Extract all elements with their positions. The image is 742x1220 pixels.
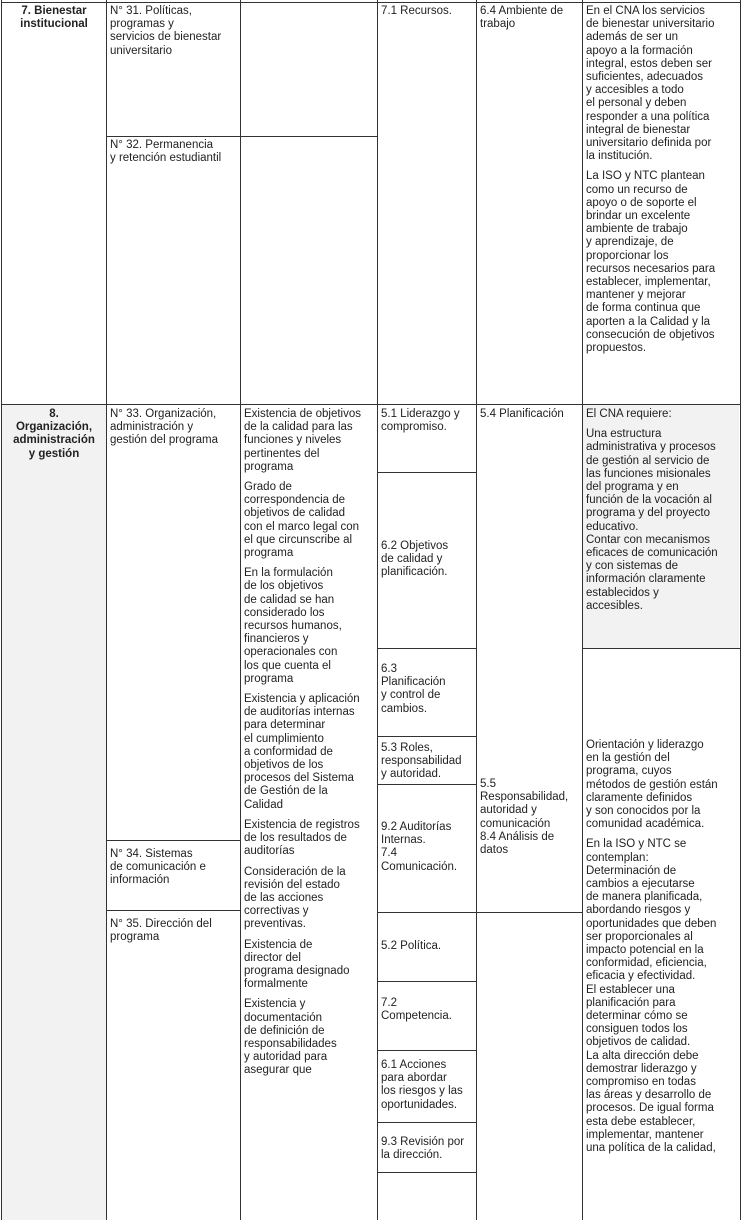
indicator-8: Existencia y documentación de definición de responsabilidades y autoridad para asegurar que: [244, 998, 337, 1077]
iso-7-2: [378, 996, 476, 1030]
aspect-32: [107, 138, 240, 198]
analysis-8b-iso: En la ISO y NTC se contemplan: Determinación de cambios a ejecutarse de manera planificada, abordando riesgos y oportunidades que deben ser proporcionales al impacto potencial en la conformidad, eficiencia, eficacia y efectividad. El establecer una planificación para determinar cómo se consiguen todos los objetivos de calidad. La alta dirección debe demostrar liderazgo y compromiso en todas las áreas y desarrollo de procesos. De igual forma esta debe establecer, implementar, mantener una política de la calidad,: [586, 838, 717, 1155]
indicator-3: En la formulación de los objetivos de calidad se han considerado los recursos humanos, financieros y operacionales con los que cuenta el programa: [244, 567, 342, 685]
grid-h-iso-e: [377, 912, 583, 913]
border-left: [1, 0, 2, 1220]
criterion-7-label: 7. Bienestar institucional: [20, 5, 88, 31]
ntc-6-4: [477, 4, 582, 44]
criterion-8-label: 8. Organización, administración y gestión: [13, 408, 95, 460]
aspect-31-label: N° 31. Políticas, programas y servicios de bienestar universitario: [110, 5, 222, 57]
grid-v4: [476, 0, 477, 1220]
grid-h-iso-a: [377, 472, 477, 473]
grid-top: [1, 2, 741, 3]
grid-h-iso-b: [377, 648, 477, 649]
analysis-8b: [583, 738, 739, 1220]
grid-v2: [240, 0, 241, 1220]
iso-9-3: [378, 1135, 476, 1167]
indicators-column: [241, 407, 377, 1220]
grid-h-34: [106, 840, 241, 841]
grid-v1: [106, 0, 107, 1220]
iso-7-1-label: 7.1 Recursos.: [381, 5, 452, 17]
aspect-35-label: N° 35. Dirección del programa: [110, 918, 212, 944]
iso-5-1: [378, 407, 476, 447]
ntc-6-4-label: 6.4 Ambiente de trabajo: [480, 5, 564, 31]
criterion-8-bg: [2, 405, 106, 1220]
iso-6-3: [378, 662, 476, 722]
aspect-34: [107, 847, 240, 897]
iso-6-1: [378, 1058, 476, 1116]
indicator-1: Existencia de objetivos de la calidad para las funciones y niveles pertinentes del programa: [244, 408, 361, 473]
grid-h-35: [106, 910, 241, 911]
grid-h-iso-i: [377, 1172, 477, 1173]
iso-9-2-label: 9.2 Auditorías Internas. 7.4 Comunicación.: [381, 821, 458, 873]
aspect-35: [107, 917, 240, 957]
grid-h-31: [106, 136, 377, 137]
grid-h-iso-h: [377, 1122, 477, 1123]
iso-9-2: [378, 820, 476, 880]
analysis-8a: [583, 407, 739, 647]
iso-5-2: [378, 939, 476, 959]
iso-9-3-label: 9.3 Revisión por la dirección.: [381, 1136, 465, 1162]
grid-h-iso-d: [377, 784, 477, 785]
grid-h-an: [582, 648, 741, 649]
criterion-7: [2, 4, 106, 64]
indicator-4: Existencia y aplicación de auditorías internas para determinar el cumplimiento a conformidad de objetivos de los procesos del Sistema de Gestión de la Calidad: [244, 693, 360, 811]
aspect-32-label: N° 32. Permanencia y retención estudiantil: [110, 139, 222, 165]
analysis-8a-body: Una estructura administrativa y procesos de gestión al servicio de las funciones misionales del programa y en función de la vocación al programa y del proyecto educativo. Contar con mecanismos eficaces de comunicación y con sistemas de información claramente establecidos y accesibles.: [586, 428, 718, 612]
iso-6-1-label: 6.1 Acciones para abordar los riesgos y las oportunidades.: [381, 1059, 463, 1111]
grid-h-section: [1, 404, 741, 405]
grid-h-iso-c: [377, 736, 477, 737]
grid-h-iso-g: [377, 1050, 477, 1051]
iso-6-2-label: 6.2 Objetivos de calidad y planificación.: [381, 540, 449, 579]
ntc-5-4-label: 5.4 Planificación: [480, 408, 564, 420]
criterion-8: [2, 407, 106, 477]
iso-5-3: [378, 741, 476, 785]
grid-v5: [582, 0, 583, 1220]
analysis-8b-leadership: Orientación y liderazgo en la gestión del programa, cuyos métodos de gestión están claramente definidos y son conocidos por la comunidad académica.: [586, 739, 718, 831]
analysis-7: [583, 4, 739, 404]
border-right: [740, 0, 741, 1220]
aspect-34-label: N° 34. Sistemas de comunicación e información: [110, 848, 206, 887]
iso-5-2-label: 5.2 Política.: [381, 940, 442, 952]
ntc-5-5-label: 5.5 Responsabilidad, autoridad y comunicación 8.4 Análisis de datos: [480, 778, 569, 857]
ntc-5-4: [477, 407, 582, 427]
grid-h-iso-f: [377, 981, 477, 982]
aspect-31: [107, 4, 240, 134]
iso-6-2: [378, 539, 476, 599]
indicator-5: Existencia de registros de los resultados de auditorías: [244, 818, 360, 858]
iso-6-3-label: 6.3 Planificación y control de cambios.: [381, 663, 446, 715]
aspect-33: [107, 407, 240, 457]
grid-v3: [377, 0, 378, 1220]
indicator-6: Consideración de la revisión del estado de las acciones correctivas y preventivas.: [244, 865, 346, 931]
indicator-7: Existencia de director del programa designado formalmente: [244, 938, 350, 991]
iso-5-1-label: 5.1 Liderazgo y compromiso.: [381, 408, 460, 434]
aspect-33-label: N° 33. Organización, administración y gestión del programa: [110, 408, 219, 447]
iso-5-3-label: 5.3 Roles, responsabilidad y autoridad.: [381, 742, 462, 781]
analysis-7-iso: La ISO y NTC plantean como un recurso de apoyo o de soporte el brindar un excelente ambiente de trabajo y aprendizaje, de proporcionar los recursos necesarios para establecer, implementar, mantener y mejorar de forma continua que aporten a la Calidad y la consecución de objetivos propuestos.: [586, 170, 716, 355]
iso-7-2-label: 7.2 Competencia.: [381, 997, 452, 1023]
iso-7-1: [378, 4, 476, 34]
analysis-8a-title: El CNA requiere:: [586, 408, 672, 420]
ntc-5-5: [477, 777, 582, 857]
analysis-7-cna: En el CNA los servicios de bienestar universitario además de ser un apoyo a la formación integral, estos deben ser suficientes, adecuados y accesibles a todo el personal y deben responder a una política integral de bienestar universitario definida por la institución.: [586, 5, 715, 163]
indicator-2: Grado de correspondencia de objetivos de calidad con el marco legal con el que circunscribe al programa: [244, 481, 360, 560]
